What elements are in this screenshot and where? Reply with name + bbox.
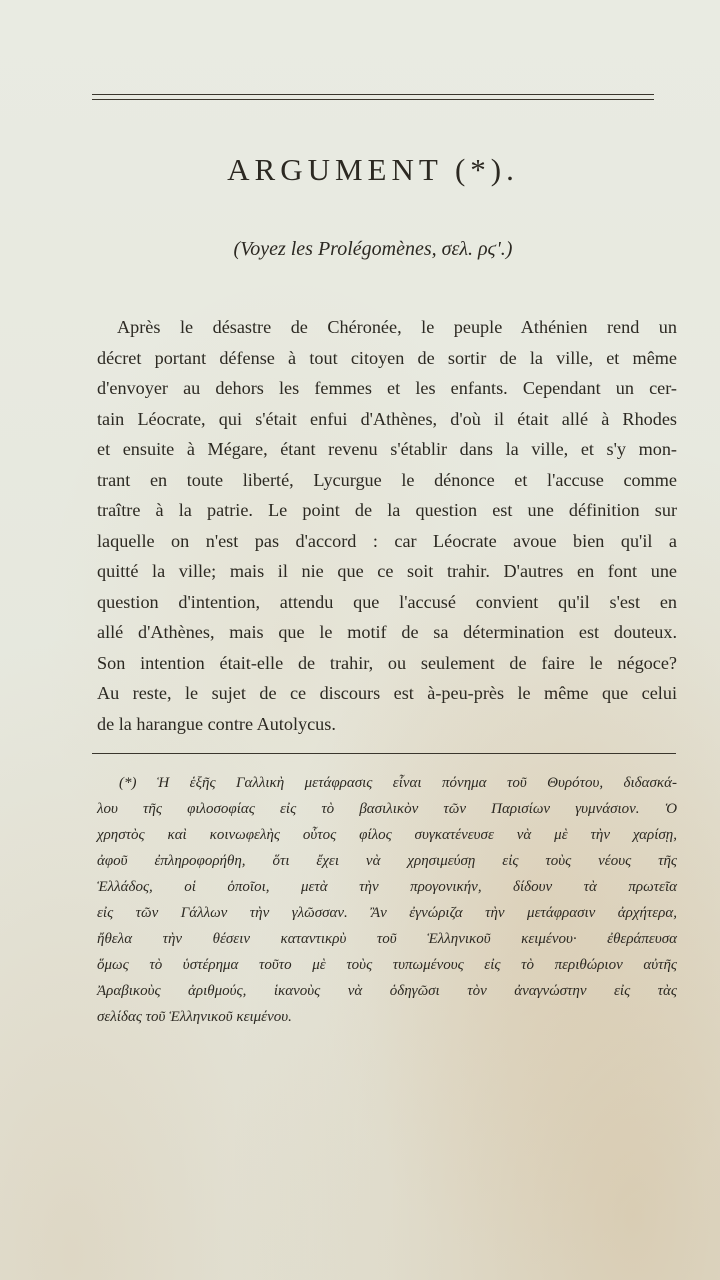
paragraph-line: Son intention était-elle de trahir, ou seulement de faire le négoce? — [97, 652, 677, 673]
paragraph-line: décret portant défense à tout citoyen de sortir de la ville, et même — [97, 347, 677, 368]
page-title: ARGUMENT (*). — [227, 152, 519, 187]
footnote-line: Ἑλλάδος, οἱ ὁποῖοι, μετὰ τὴν προγονικήν, δίδουν τὰ πρωτεῖα — [97, 879, 677, 895]
paragraph-line: question d'intention, attendu que l'accusé convient qu'il s'est en — [97, 591, 677, 612]
footnote-line: χρηστὸς καὶ κοινωφελὴς οὗτος φίλος συγκατένευσε νὰ μὲ τὴν χαρίσῃ, — [97, 827, 677, 843]
argument-paragraph — [97, 312, 677, 739]
paragraph-line: trant en toute liberté, Lycurgue le dénonce et l'accuse comme — [97, 469, 677, 490]
top-double-rule-inner — [92, 99, 654, 100]
footnote-line: Ἀραβικοὺς ἀριθμούς, ἱκανοὺς νὰ ὁδηγῶσι τὸν ἀναγνώστην εἰς τὰς — [97, 983, 677, 999]
paragraph-line: de la harangue contre Autolycus. — [97, 713, 336, 734]
footnote-line: (*) Ἡ ἑξῆς Γαλλικὴ μετάφρασις εἶναι πόνημα τοῦ Θυρότου, διδασκά- — [119, 775, 677, 791]
paragraph-line: d'envoyer au dehors les femmes et les enfants. Cependant un cer- — [97, 378, 677, 398]
paragraph-line: et ensuite à Mégare, étant revenu s'établir dans la ville, et s'y mon- — [97, 439, 677, 459]
footnote-line: λου τῆς φιλοσοφίας εἰς τὸ βασιλικὸν τῶν Παρισίων γυμνάσιον. Ὁ — [97, 801, 677, 817]
paragraph-line: Au reste, le sujet de ce discours est à-peu-près le même que celui — [97, 683, 677, 703]
paragraph-line: traître à la patrie. Le point de la question est une définition sur — [97, 500, 677, 520]
paragraph-line: Après le désastre de Chéronée, le peuple Athénien rend un — [117, 317, 677, 337]
footnote-line: ἀφοῦ ἐπληροφορήθη, ὅτι ἔχει νὰ χρησιμεύσῃ εἰς τοὺς νέους τῆς — [97, 853, 677, 869]
paragraph-line: quitté la ville; mais il nie que ce soit trahir. D'autres en font une — [97, 561, 677, 581]
paragraph-line: allé d'Athènes, mais que le motif de sa détermination est douteux. — [97, 622, 677, 642]
footnote-separator-rule — [92, 753, 676, 754]
footnote-line: εἰς τῶν Γάλλων τὴν γλῶσσαν. Ἂν ἐγνώριζα τὴν μετάφρασιν ἀρχήτερα, — [97, 905, 677, 921]
page-subtitle: (Voyez les Prolégomènes, σελ. ρϛ'.) — [233, 238, 513, 260]
greek-footnote — [97, 770, 677, 1030]
footnote-line: ἤθελα τὴν θέσειν καταντικρὺ τοῦ Ἑλληνικοῦ κειμένου· ἐθεράπευσα — [97, 931, 677, 947]
top-double-rule — [92, 94, 654, 95]
footnote-line: σελίδας τοῦ Ἑλληνικοῦ κειμένου. — [97, 1009, 292, 1025]
paragraph-line: tain Léocrate, qui s'était enfui d'Athènes, d'où il était allé à Rhodes — [97, 408, 677, 429]
paragraph-line: laquelle on n'est pas d'accord : car Léocrate avoue bien qu'il a — [97, 530, 677, 551]
footnote-line: ὅμως τὸ ὑστέρημα τοῦτο μὲ τοὺς τυπωμένους εἰς τὸ περιθώριον αὐτῆς — [97, 957, 677, 973]
